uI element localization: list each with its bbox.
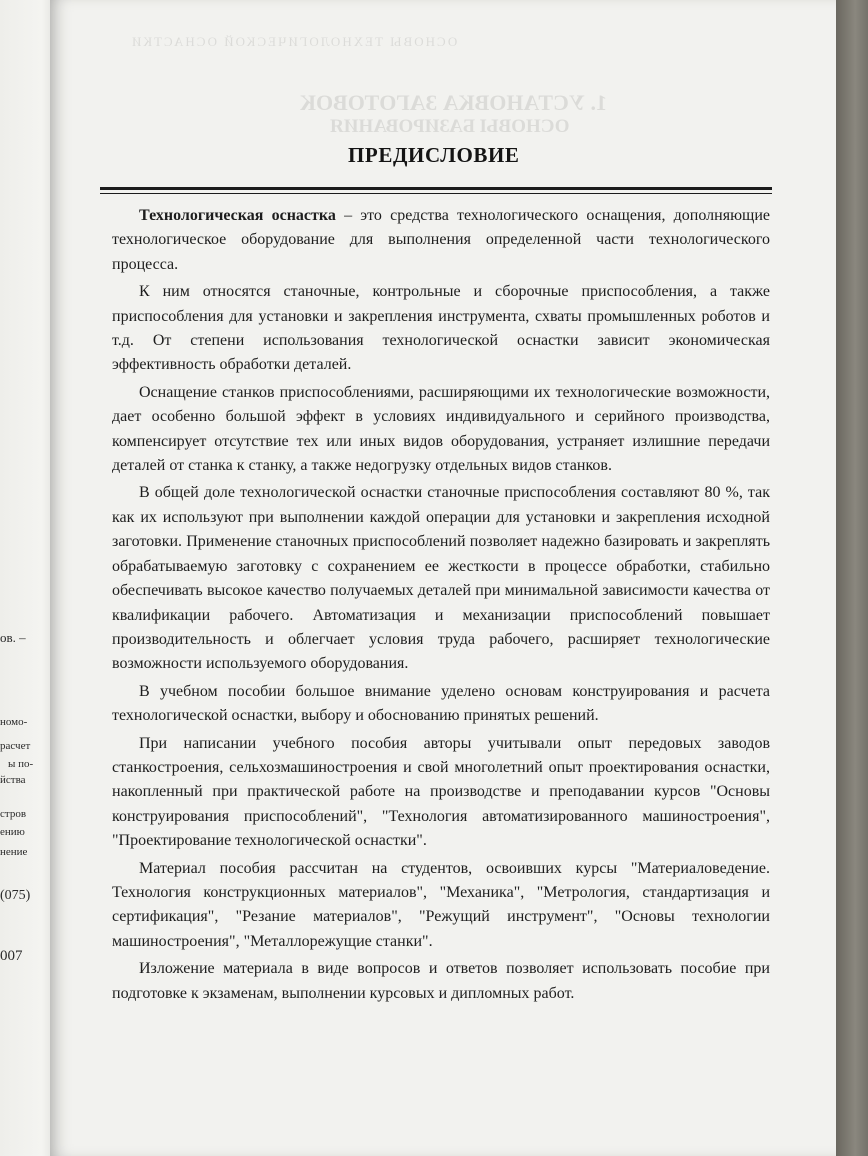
left-fragment: номо- (0, 716, 28, 728)
show-through-running-head: ОСНОВЫ ТЕХНОЛОГИЧЕСКОЙ ОСНАСТКИ (130, 34, 458, 49)
left-fragment: 007 (0, 948, 23, 964)
paragraph: В общей доле технологической оснастки станочные приспособления составляют 80 %, так как их используют при выполнении каждой операции для установки и закрепления исходной заготовки. Применение станочных приспособлений позволяет надежно базировать и закреплять обрабатываемую заготовку с сохранением ее жесткости в процессе обработки, стабильно обеспечивать высокое качество получаемых деталей при минимальной зависимости качества от квалификации рабочего. Автоматизация и механизации приспособлений повышает производительность и облегчает условия труда рабочего, расширяет технологические возможности используемого оборудования. (112, 484, 770, 673)
left-fragment: ов. – (0, 630, 26, 645)
show-through-chapter-title: 1. УСТАНОВКА ЗАГОТОВОК (300, 90, 608, 115)
paragraph: К ним относятся станочные, контрольные и сборочные приспособления, а также приспособления для установки и закрепления инструмента, схваты промышленных роботов и т.д. От степени использования технологической оснастки зависит экономическая эффективность обработки деталей. (112, 283, 770, 374)
paragraph: Материал пособия рассчитан на студентов, освоивших курсы "Материаловедение. Технология конструкционных материалов", "Механика", "Метрология, стандартизация и сертификация", "Резание материалов", "Режущий инструмент", "Основы технологии машиностроения", "Металлорежущие станки". (112, 859, 770, 950)
page-title: ПРЕДИСЛОВИЕ (348, 143, 520, 167)
left-fragment: ы по- (8, 758, 34, 770)
paragraph (112, 204, 770, 277)
left-fragment: стров (0, 808, 27, 820)
lead-term: Технологическая оснастка (139, 207, 336, 224)
left-fragment: йства (0, 774, 26, 786)
show-through-chapter-subtitle: ОСНОВЫ БАЗИРОВАНИЯ (330, 116, 570, 137)
paragraph: В учебном пособии большое внимание уделено основам конструирования и расчета технологической оснастки, выбору и обоснованию принятых решений. (112, 682, 770, 725)
left-fragment: нение (0, 846, 28, 858)
paragraph: Изложение материала в виде вопросов и ответов позволяет использовать пособие при подготовке к экзаменам, выполнении курсовых и дипломных работ. (112, 960, 770, 1002)
page-edge-shadow (836, 0, 868, 1156)
paragraph: При написании учебного пособия авторы учитывали опыт передовых заводов станкостроения, сельхозмашиностроения и свой многолетний опыт проектирования оснастки, накопленный при практической работе на производстве и преподавании курсов "Основы конструирования приспособлений", "Технология автоматизированного машиностроения", "Проектирование технологической оснастки". (112, 734, 770, 850)
paragraph-text: – это средства технологического оснащения, дополняющие технологическое оборудование для выполнения определенной части технологического процесса. (112, 207, 770, 273)
left-fragment: расчет (0, 740, 31, 752)
left-fragment: (075) (0, 888, 31, 903)
title-rule (100, 187, 772, 190)
title-rule-thin (100, 193, 772, 194)
left-fragment: ению (0, 826, 25, 838)
paragraph: Оснащение станков приспособлениями, расширяющими их технологические возможности, дает особенно большой эффект в условиях индивидуального и серийного производства, компенсирует отсутствие тех или иных видов оборудования, устраняет излишние передачи деталей от станка к станку, а также недогрузку отдельных видов станков. (112, 383, 770, 475)
preface-body (112, 204, 770, 1006)
